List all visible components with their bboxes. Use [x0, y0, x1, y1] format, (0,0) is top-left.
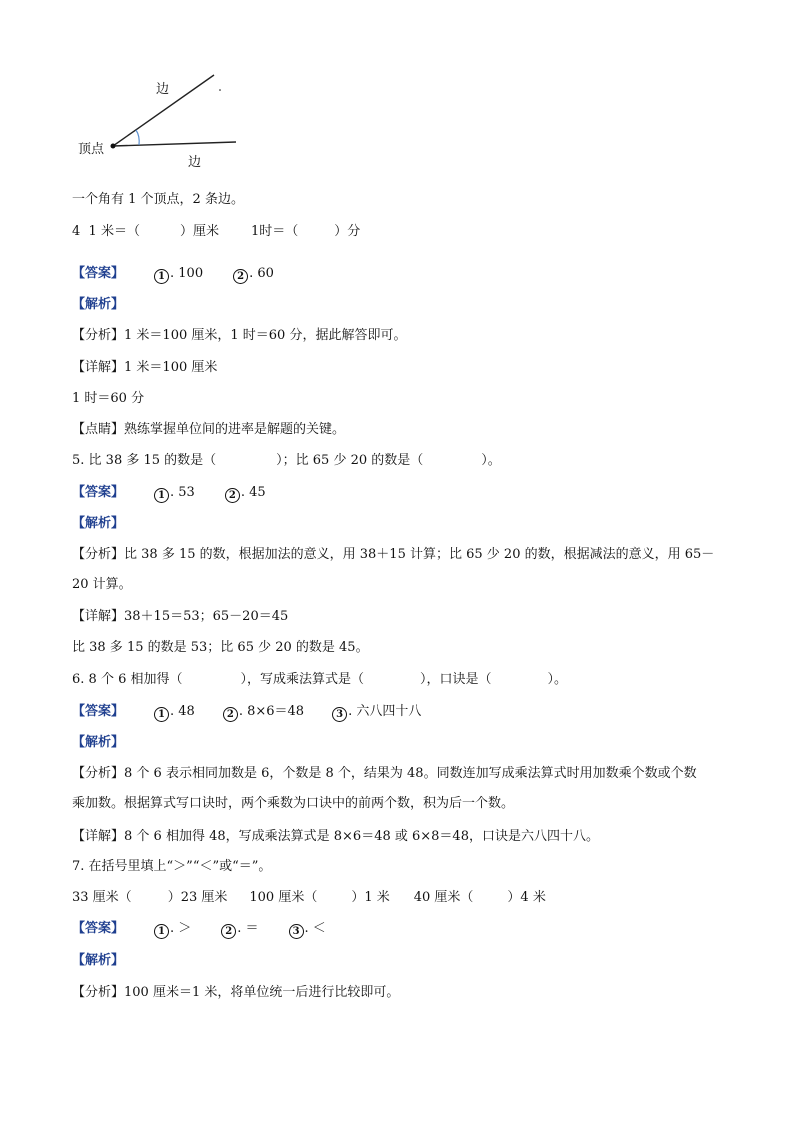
circled-number: 1 [154, 488, 169, 503]
fenxi-row-7 [72, 984, 399, 1002]
vertex-label: 顶点 [78, 142, 105, 157]
angle-arc [136, 130, 139, 145]
fenxi-row-4 [72, 327, 406, 345]
text-span: 【详解】 [72, 609, 125, 624]
text-span: 38＋15＝53；65－20＝45 [124, 609, 289, 624]
answer-row-7 [72, 920, 326, 939]
circled-number: 1 [154, 707, 169, 722]
analysis-tag: 【解析】 [72, 953, 125, 968]
analysis-tag: 【解析】 [72, 297, 125, 312]
xiangjie-row-4 [72, 359, 217, 377]
text-span: ）1 米 [351, 890, 390, 905]
text-span: 1 米＝100 厘米，1 时＝60 分，据此解答即可。 [124, 328, 407, 343]
text-span: 4 1 米＝（ [72, 224, 140, 239]
text-span: ）23 厘米 [167, 890, 228, 905]
question-6 [72, 671, 567, 689]
text-span: 5. 比 38 多 15 的数是（ [72, 453, 217, 468]
question-7-items [72, 889, 546, 907]
text-span: 熟练掌握单位间的进率是解题的关键。 [124, 422, 346, 437]
text-span: . 45 [240, 485, 266, 500]
text-span: 6. 8 个 6 相加得（ [72, 672, 183, 687]
stray-dot [219, 89, 221, 91]
circled-number: 1 [154, 924, 169, 939]
circled-number: 2 [225, 488, 240, 503]
circled-number: 3 [332, 707, 347, 722]
text-span: 【分析】 [72, 328, 125, 343]
text-span: . 60 [249, 266, 274, 281]
edge-label-top: 边 [156, 82, 170, 97]
text-span: 【详解】 [72, 360, 125, 375]
extra-row-4: 1 时＝60 分 [72, 391, 145, 406]
xiangjie-row-5 [72, 608, 288, 626]
text-span: ）。 [547, 672, 568, 687]
text-span: ）；比 65 少 20 的数是（ [276, 453, 424, 468]
text-span: 1 米＝100 厘米 [124, 360, 218, 375]
text-span: 【分析】 [72, 985, 125, 1000]
text-span: 100 厘米＝1 米，将单位统一后进行比较即可。 [124, 985, 400, 1000]
text-span: ）分 [334, 224, 361, 239]
text-span: 【分析】 [72, 547, 125, 562]
text-span: 8 个 6 表示相同加数是 6，个数是 8 个，结果为 48。同数连加写成乘法算式时用加数乘个数或个数 [124, 766, 697, 781]
text-span: 1时＝（ [250, 224, 299, 239]
answer-tag: 【答案】 [72, 485, 125, 500]
text-span: ）4 米 [507, 890, 546, 905]
answer-row-4 [72, 265, 274, 284]
text-span: 【详解】 [72, 829, 125, 844]
text-span: . 48 [170, 704, 195, 719]
question-4 [72, 223, 360, 241]
circled-number: 3 [289, 924, 304, 939]
text-span: . 53 [170, 485, 195, 500]
circled-number: 1 [154, 269, 169, 284]
question-7-title: 7. 在括号里填上“＞”“＜”或“＝”。 [72, 859, 272, 874]
text-span: 40 厘米（ [413, 890, 474, 905]
fenxi-row-5b: 20 计算。 [72, 577, 132, 592]
text-span: ），口诀是（ [420, 672, 492, 687]
edge-label-bottom: 边 [188, 155, 202, 170]
answer-tag: 【答案】 [72, 921, 125, 936]
analysis-tag: 【解析】 [72, 516, 125, 531]
circled-number: 2 [221, 924, 236, 939]
answer-row-6 [72, 703, 421, 722]
text-span: 比 38 多 15 的数，根据加法的意义，用 38＋15 计算；比 65 少 20 的数，根据减法的意义，用 65－ [124, 547, 715, 562]
text-span: ）。 [481, 453, 501, 468]
circled-number: 2 [233, 269, 248, 284]
text-span: 【点睛】 [72, 422, 125, 437]
text-span: . ＜ [304, 921, 326, 936]
angle-bottom-edge [113, 142, 236, 146]
text-span: . 8×6＝48 [238, 704, 305, 719]
answer-tag: 【答案】 [72, 266, 125, 281]
answer-tag: 【答案】 [72, 704, 125, 719]
text-span: ）厘米 [179, 224, 219, 239]
text-span: ），写成乘法算式是（ [240, 672, 364, 687]
circled-number: 2 [223, 707, 238, 722]
dianjing-row-4 [72, 421, 345, 439]
fenxi-row-6b: 乘加数。根据算式写口诀时，两个乘数为口诀中的前两个数，积为后一个数。 [72, 796, 515, 811]
text-span: . ＝ [237, 921, 259, 936]
analysis-tag: 【解析】 [72, 735, 125, 750]
text-span: 【分析】 [72, 766, 125, 781]
answer-row-5 [72, 484, 266, 503]
extra-row-5: 比 38 多 15 的数是 53；比 65 少 20 的数是 45。 [72, 640, 369, 655]
xiangjie-row-6 [72, 828, 599, 846]
fenxi-row-6a [72, 765, 697, 783]
vertex-dot [111, 144, 116, 149]
text-span: 100 厘米（ [249, 890, 318, 905]
angle-figure [0, 0, 794, 180]
text-span: 33 厘米（ [72, 890, 132, 905]
text-span: . 六八四十八 [348, 704, 422, 719]
text-span: . ＞ [170, 921, 192, 936]
angle-summary: 一个角有 1 个顶点，2 条边。 [72, 192, 244, 207]
question-5 [72, 452, 501, 470]
fenxi-row-5a [72, 546, 714, 564]
text-span: 8 个 6 相加得 48，写成乘法算式是 8×6＝48 或 6×8＝48，口诀是六八四十八。 [124, 829, 599, 844]
text-span: . 100 [170, 266, 204, 281]
